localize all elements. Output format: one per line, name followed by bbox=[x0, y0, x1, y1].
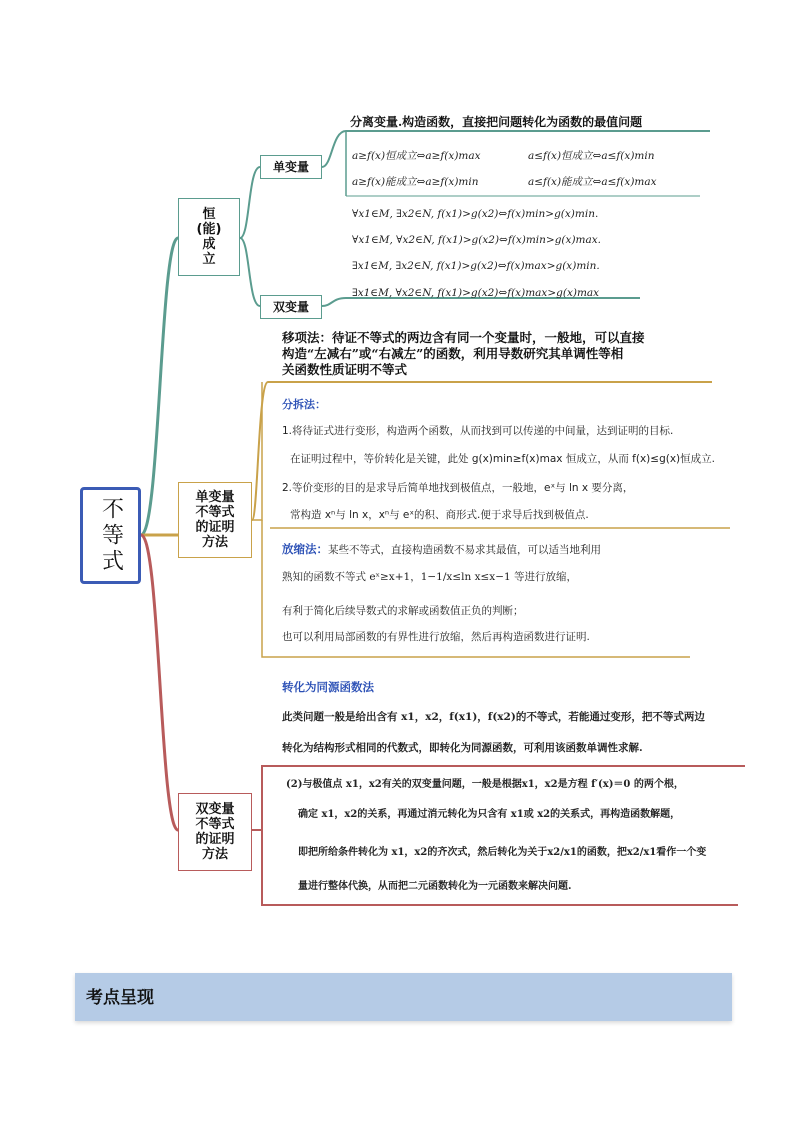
branch1-label-line2: (能) bbox=[196, 222, 222, 237]
section-bar bbox=[75, 973, 732, 1021]
double-variable-node bbox=[260, 295, 322, 319]
scale-method-block bbox=[282, 538, 601, 557]
move-line: 关函数性质证明不等式 bbox=[282, 362, 408, 377]
formula-line: a≤f(x)恒成立⇔a≤f(x)min bbox=[528, 150, 655, 162]
split-line: 常构造 xⁿ与 ln x，xⁿ与 eˣ的积、商形式.便于求导后找到极值点. bbox=[290, 509, 589, 521]
split-line: 2.等价变形的目的是求导后简单地找到极值点，一般地，eˣ与 ln x 要分离， bbox=[282, 482, 634, 494]
branch-single-proof-node bbox=[178, 482, 252, 558]
formula-line: ∃x1∈M, ∀x2∈N, f(x1)>g(x2)⇔f(x)max>g(x)max bbox=[352, 287, 600, 299]
single-variable-node bbox=[260, 155, 322, 179]
formula-line: a≤f(x)能成立⇔a≤f(x)max bbox=[528, 176, 657, 188]
branch2-label-line2: 不等式 bbox=[195, 505, 235, 520]
single-variable-header: 分离变量.构造函数，直接把问题转化为函数的最值问题 bbox=[350, 115, 643, 129]
move-line: 移项法：待证不等式的两边含有同一个变量时，一般地，可以直接 bbox=[282, 330, 645, 345]
branch2-label-line1: 单变量 bbox=[195, 490, 235, 505]
move-line: 构造“左减右”或“右减左”的函数，利用导数研究其单调性等相 bbox=[282, 346, 624, 361]
move-method-text bbox=[282, 330, 712, 378]
scale-method-title: 放缩法： bbox=[282, 542, 328, 556]
scale-line: 熟知的函数不等式 eˣ≥x+1，1−1/x≤ln x≤x−1 等进行放缩， bbox=[282, 571, 578, 583]
same-source-line: 转化为结构形式相同的代数式，即转化为同源函数，可利用该函数单调性求解. bbox=[282, 742, 643, 754]
formula-line: a≥f(x)恒成立⇔a≥f(x)max bbox=[352, 150, 481, 162]
scale-line: 也可以利用局部函数的有界性进行放缩，然后再构造函数进行证明. bbox=[282, 631, 590, 643]
scale-line: 某些不等式，直接构造函数不易求其最值，可以适当地利用 bbox=[328, 544, 601, 556]
branch-double-proof-node bbox=[178, 793, 252, 871]
same-source-title: 转化为同源函数法 bbox=[282, 680, 374, 694]
branch3-label-line2: 不等式 bbox=[195, 817, 235, 832]
branch3-label-line4: 方法 bbox=[201, 847, 228, 862]
formula-line: a≥f(x)能成立⇔a≥f(x)min bbox=[352, 176, 479, 188]
scale-line: 有利于简化后续导数式的求解或函数值正负的判断； bbox=[282, 605, 524, 617]
branch1-label-line4: 立 bbox=[202, 252, 216, 267]
split-line: 1.将待证式进行变形，构造两个函数，从而找到可以传递的中间量，达到证明的目标. bbox=[282, 425, 674, 437]
extreme-line: 量进行整体代换，从而把二元函数转化为一元函数来解决问题. bbox=[298, 881, 572, 892]
section-title: 考点呈现 bbox=[86, 988, 154, 1008]
split-line: 在证明过程中，等价转化是关键，此处 g(x)min≥f(x)max 恒成立，从而 f(x)≤g(x)恒成立. bbox=[290, 453, 715, 465]
branch3-label-line3: 的证明 bbox=[195, 832, 235, 847]
formula-line: ∀x1∈M, ∃x2∈N, f(x1)>g(x2)⇔f(x)min>g(x)min. bbox=[352, 208, 599, 220]
branch-hengcheng-node bbox=[178, 198, 240, 276]
root-node bbox=[80, 487, 141, 584]
formula-line: ∃x1∈M, ∃x2∈N, f(x1)>g(x2)⇔f(x)max>g(x)min. bbox=[352, 260, 600, 272]
same-source-line: 此类问题一般是给出含有 x1，x2，f(x1)，f(x2)的不等式，若能通过变形，把不等式两边 bbox=[282, 711, 705, 723]
extreme-line: 确定 x1，x2的关系，再通过消元转化为只含有 x1或 x2的关系式，再构造函数解题， bbox=[298, 809, 681, 820]
double-variable-label: 双变量 bbox=[272, 299, 309, 314]
split-method-title: 分拆法： bbox=[282, 398, 326, 411]
extreme-line: 即把所给条件转化为 x1，x2的齐次式，然后转化为关于x2/x1的函数，把x2/x1看作一个变 bbox=[298, 847, 707, 858]
branch1-label-line1: 恒 bbox=[202, 207, 216, 222]
branch1-label-line3: 成 bbox=[202, 237, 216, 252]
formula-line: ∀x1∈M, ∀x2∈N, f(x1)>g(x2)⇔f(x)min>g(x)max. bbox=[352, 234, 602, 246]
single-variable-label: 单变量 bbox=[272, 159, 309, 174]
branch2-label-line3: 的证明 bbox=[195, 520, 235, 535]
branch2-label-line4: 方法 bbox=[201, 535, 228, 550]
root-label: 不等式 bbox=[98, 496, 124, 575]
branch3-label-line1: 双变量 bbox=[195, 802, 235, 817]
extreme-line: (2)与极值点 x1，x2有关的双变量问题，一般是根据x1，x2是方程 f′(x)＝0 的两个根， bbox=[286, 779, 684, 790]
